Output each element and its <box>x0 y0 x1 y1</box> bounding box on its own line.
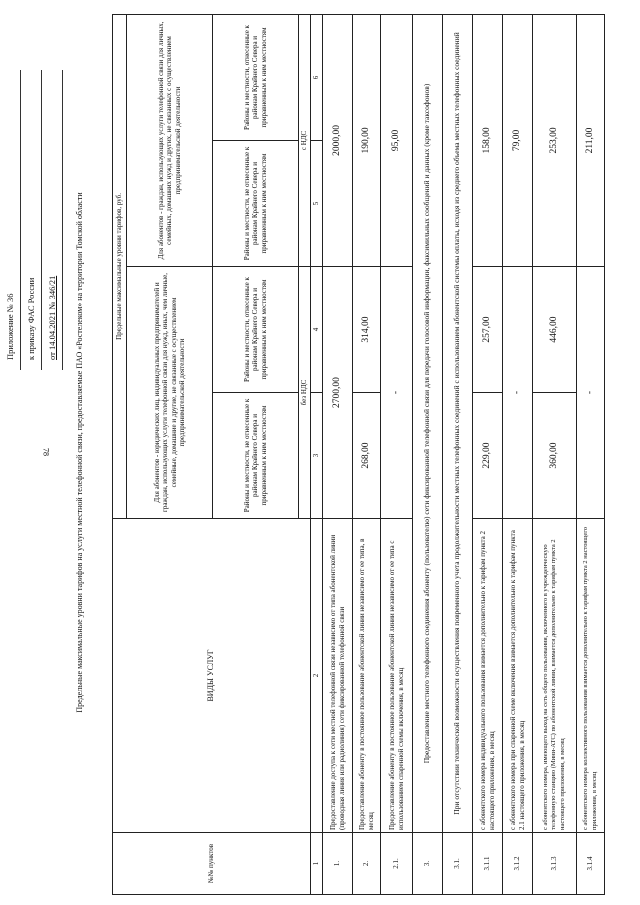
section-row <box>443 14 473 894</box>
tariff-value: 268,00 <box>353 393 381 519</box>
service-description: с абонентского номера коллективного пользования взимается дополнительно к тарифам пункта 2 настоящего приложения, в месяц <box>577 519 605 833</box>
tariff-value: - <box>577 267 605 519</box>
table-row <box>503 14 533 894</box>
header-item-number: №№ пунктов <box>113 833 311 895</box>
page-number: 78 <box>41 448 51 456</box>
tariff-value: 257,00 <box>473 267 503 393</box>
column-numbers-row <box>311 14 323 894</box>
column-number: 3 <box>311 393 323 519</box>
table-row <box>533 14 577 894</box>
header-no-vat: без НДС <box>299 267 311 519</box>
tariff-value: 2000,00 <box>323 14 353 266</box>
tariff-value: 446,00 <box>533 267 577 393</box>
table-row <box>353 14 381 894</box>
service-description: с абонентского номера, имеющего выход на сеть общего пользования, включенного в учрежденческую телефонную станцию (Мини-АТС) по абонентской линии, взимается дополнительно к тарифам пункта 2 настоящего приложения, в месяц <box>533 519 577 833</box>
service-description: с абонентского номера индивидуального пользования взимается дополнительно к тарифам пункта 2 настоящего приложения, в месяц <box>473 519 503 833</box>
row-number: 2.1. <box>381 833 413 895</box>
header-group-citizens: Для абонентов - граждан, использующих услуги телефонной связи для личных, семейных, домашних нужд и других, не связанных с осуществлением предпринимательской деятельности <box>127 14 213 266</box>
header-sub-north-2: Районы и местности, не отнесенные к районам Крайнего Севера и приравненным к ним местностям <box>213 141 299 267</box>
tariff-value: 2700,00 <box>323 267 353 519</box>
tariff-value: 360,00 <box>533 393 577 519</box>
row-number: 3.1. <box>443 833 473 895</box>
tariff-value: 190,00 <box>353 14 381 266</box>
row-number: 3.1.4 <box>577 833 605 895</box>
section-title: Предоставление местного телефонного соединения абоненту (пользователю) сети фиксированной телефонной связи для передачи голосовой информации, факсимильных сообщений и данных (кроме таксофонов) <box>413 14 443 832</box>
tariff-value: 211,00 <box>577 14 605 266</box>
header-sub-north-1: Районы и местности, не отнесенные к районам Крайнего Севера и приравненным к ним местностям <box>213 393 299 519</box>
column-number: 1 <box>311 833 323 895</box>
column-number: 2 <box>311 519 323 833</box>
service-description: Предоставление доступа к сети местной телефонной связи независимо от типа абонентской линии (проводная линия или радиолиния) сети фиксированной телефонной связи <box>323 519 353 833</box>
tariff-value: 229,00 <box>473 393 503 519</box>
tariff-value: 79,00 <box>503 14 533 266</box>
tariff-table <box>112 14 605 895</box>
row-number: 3.1.2 <box>503 833 533 895</box>
service-description: Предоставление абоненту в постоянное пользование абонентской линии независимо от ее типа с использованием спаренной схемы включения, в месяц <box>381 519 413 833</box>
column-number: 4 <box>311 267 323 393</box>
header-services: ВИДЫ УСЛУГ <box>113 519 311 833</box>
header-sub-far-north-2: Районы и местности, отнесенные к районам Крайнего Севера и приравненным к ним местностям <box>213 14 299 140</box>
row-number: 2. <box>353 833 381 895</box>
tariff-value: 95,00 <box>381 14 413 266</box>
tariff-value: - <box>503 267 533 519</box>
order-date: от 14.04.2021 № 346/21 <box>42 70 63 370</box>
row-number: 3.1.3 <box>533 833 577 895</box>
appendix-number: Приложение № 36 <box>0 70 21 370</box>
service-description: с абонентского номера при спаренной схеме включения взимается дополнительно к тарифам пункта 2.1 настоящего приложения, в месяц <box>503 519 533 833</box>
table-row <box>577 14 605 894</box>
tariff-value: 314,00 <box>353 267 381 393</box>
tariff-value: 253,00 <box>533 14 577 266</box>
tariff-value: 158,00 <box>473 14 503 266</box>
section-title: При отсутствии технической возможности осуществления повременного учета продолжительности местных телефонных соединений с использованием абонентской системы оплаты, исходя из среднего объема местных телефонных соединений <box>443 14 473 832</box>
row-number: 3.1.1 <box>473 833 503 895</box>
column-number: 5 <box>311 141 323 267</box>
table-row <box>323 14 353 894</box>
service-description: Предоставление абоненту в постоянное пользование абонентской линии независимо от ее типа, в месяц <box>353 519 381 833</box>
header-levels: Предельные максимальные уровни тарифов, руб. <box>113 14 127 518</box>
column-number: 6 <box>311 14 323 140</box>
header-with-vat: с НДС <box>299 14 311 266</box>
tariff-value: - <box>381 267 413 519</box>
header-group-legal: Для абонентов - юридических лиц, индивидуальных предпринимателей и граждан, использующих услуги телефонной связи для нужд, иных, чем личные, семейные, домашние и другие, не связанные с осуществлением предпринимательской деятельности <box>127 267 213 519</box>
header-sub-far-north-1: Районы и местности, отнесенные к районам Крайнего Севера и приравненным к ним местностям <box>213 267 299 393</box>
order-reference: к приказу ФАС России <box>21 70 42 370</box>
appendix-header <box>0 70 63 370</box>
row-number: 3. <box>413 833 443 895</box>
row-number: 1. <box>323 833 353 895</box>
table-row <box>381 14 413 894</box>
table-row <box>473 14 503 894</box>
document-title: Предельные максимальные уровни тарифов на услуги местной телефонной связи, предоставляемые ПАО «Ростелеком» на территории Томской области <box>75 192 84 713</box>
section-row <box>413 14 443 894</box>
